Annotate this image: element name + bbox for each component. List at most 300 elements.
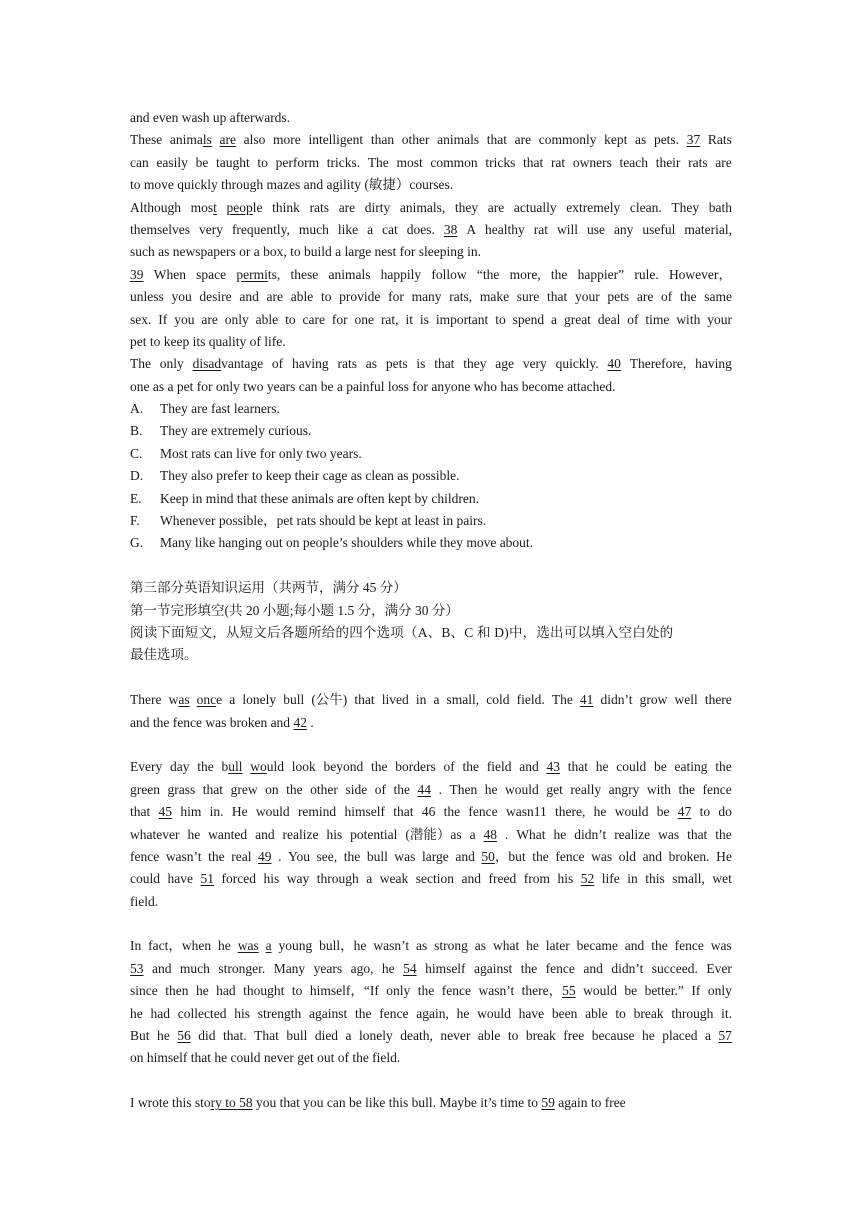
word bbox=[354, 689, 374, 711]
text-run: because bbox=[591, 1028, 635, 1044]
word bbox=[457, 1003, 470, 1025]
paragraph-line bbox=[130, 107, 732, 129]
option-text: Whenever possible，pet rats should be kept at least in pairs. bbox=[160, 513, 487, 529]
word bbox=[257, 152, 268, 174]
word bbox=[242, 689, 276, 711]
word bbox=[351, 958, 374, 980]
underlined-blank: 59 bbox=[541, 1095, 555, 1111]
word bbox=[380, 868, 408, 890]
word bbox=[386, 353, 408, 375]
word bbox=[208, 824, 247, 846]
text-run: the bbox=[651, 938, 668, 954]
word bbox=[596, 756, 609, 778]
word bbox=[455, 197, 478, 219]
text-run: Then bbox=[449, 781, 478, 797]
word bbox=[706, 958, 731, 980]
text-run: He bbox=[231, 804, 248, 820]
word bbox=[382, 689, 409, 711]
text-run: b bbox=[221, 759, 229, 775]
text-run: I wrote this sto bbox=[130, 1095, 211, 1111]
underlined-blank: 49 bbox=[258, 848, 272, 864]
word bbox=[130, 309, 151, 331]
word bbox=[652, 958, 698, 980]
text-run: in bbox=[415, 692, 427, 708]
text-run: whatever bbox=[130, 826, 180, 842]
text-run: . bbox=[504, 826, 509, 842]
word bbox=[165, 980, 188, 1002]
option-letter: C. bbox=[130, 445, 143, 461]
word bbox=[624, 980, 637, 1002]
text-run: When bbox=[153, 266, 186, 282]
text-run: are bbox=[266, 289, 284, 305]
word bbox=[321, 286, 332, 308]
text-run: lonely bbox=[242, 692, 277, 708]
word bbox=[634, 1003, 664, 1025]
word bbox=[521, 958, 538, 980]
word bbox=[416, 353, 425, 375]
word bbox=[532, 846, 549, 868]
text-run: look bbox=[291, 759, 316, 775]
text-run: for bbox=[331, 311, 348, 327]
word bbox=[654, 129, 679, 151]
paragraph-line bbox=[130, 1047, 732, 1069]
text-run: really bbox=[570, 781, 602, 797]
text-run: pets bbox=[607, 289, 630, 305]
text-run: himself bbox=[425, 960, 466, 976]
word bbox=[510, 264, 541, 286]
word bbox=[157, 1025, 170, 1047]
text-run: rats bbox=[688, 154, 708, 170]
text-run: that bbox=[547, 289, 568, 305]
word bbox=[517, 286, 540, 308]
word bbox=[481, 846, 525, 868]
text-run: better.” bbox=[644, 983, 684, 999]
text-run: will bbox=[556, 221, 578, 237]
text-run: way bbox=[286, 871, 310, 887]
text-run: had bbox=[150, 1005, 170, 1021]
word bbox=[283, 689, 304, 711]
word bbox=[319, 935, 366, 957]
paragraph-line bbox=[130, 756, 732, 778]
word bbox=[508, 1025, 519, 1047]
word bbox=[254, 1025, 279, 1047]
word bbox=[519, 756, 539, 778]
paragraph-line bbox=[130, 1003, 732, 1025]
text-run: was bbox=[658, 826, 680, 842]
text-run: to bbox=[507, 1028, 519, 1044]
text-run: are bbox=[201, 311, 218, 327]
word bbox=[675, 935, 704, 957]
text-run: able bbox=[585, 1005, 608, 1021]
text-run: was bbox=[591, 848, 613, 864]
word bbox=[487, 756, 512, 778]
word bbox=[130, 689, 161, 711]
text-run: follow bbox=[431, 266, 467, 282]
text-run: ts, bbox=[267, 266, 281, 282]
paragraph-line bbox=[130, 129, 732, 151]
text-run: that. bbox=[222, 1028, 247, 1044]
text-run: only bbox=[224, 311, 249, 327]
text-run: “the bbox=[476, 266, 500, 282]
text-run: . bbox=[306, 714, 314, 730]
text-run: the bbox=[208, 848, 225, 864]
word bbox=[170, 756, 190, 778]
word bbox=[564, 309, 591, 331]
text-run: field bbox=[486, 759, 512, 775]
word bbox=[159, 801, 173, 823]
text-run: fence bbox=[468, 804, 498, 820]
word bbox=[463, 756, 480, 778]
answer-option bbox=[130, 510, 732, 532]
answer-option bbox=[130, 532, 732, 554]
word bbox=[598, 309, 621, 331]
word bbox=[555, 801, 585, 823]
text-run: These bbox=[130, 132, 163, 148]
word bbox=[463, 353, 486, 375]
word bbox=[495, 309, 506, 331]
word bbox=[201, 309, 217, 331]
text-run: frequently, bbox=[231, 221, 290, 237]
text-run: be bbox=[654, 759, 667, 775]
word bbox=[371, 756, 388, 778]
text-run: many bbox=[411, 289, 442, 305]
word bbox=[615, 801, 649, 823]
word bbox=[279, 935, 313, 957]
text-run: sure bbox=[516, 289, 540, 305]
word bbox=[130, 197, 181, 219]
underlined-blank: 42 bbox=[293, 714, 307, 730]
word bbox=[637, 286, 653, 308]
word bbox=[485, 779, 498, 801]
text-run: bull，he bbox=[319, 938, 367, 954]
word bbox=[461, 868, 481, 890]
word bbox=[221, 756, 242, 778]
word bbox=[672, 868, 705, 890]
word bbox=[630, 197, 662, 219]
word bbox=[513, 309, 545, 331]
word bbox=[480, 286, 509, 308]
text-run: break bbox=[633, 1005, 664, 1021]
text-run: died bbox=[314, 1028, 339, 1044]
text-run: grow bbox=[639, 692, 668, 708]
word bbox=[310, 197, 330, 219]
word bbox=[478, 1025, 501, 1047]
text-run: be bbox=[656, 804, 670, 820]
word bbox=[581, 868, 595, 890]
text-run: since bbox=[130, 983, 158, 999]
word bbox=[580, 689, 594, 711]
word bbox=[716, 846, 732, 868]
word bbox=[643, 846, 663, 868]
option-text: Keep in mind that these animals are often kept by children. bbox=[160, 490, 480, 506]
text-run: small, bbox=[446, 692, 480, 708]
document-page bbox=[130, 107, 732, 1115]
text-run: Ever bbox=[706, 960, 732, 976]
word bbox=[272, 197, 300, 219]
word bbox=[339, 197, 355, 219]
text-run: are bbox=[338, 199, 356, 215]
text-run: animals bbox=[437, 132, 480, 148]
text-run: strong bbox=[434, 938, 468, 954]
word bbox=[168, 779, 196, 801]
text-run: happily bbox=[380, 266, 422, 282]
text-run: rat bbox=[550, 154, 566, 170]
text-run: uld bbox=[266, 759, 285, 775]
word bbox=[199, 286, 231, 308]
word bbox=[203, 779, 223, 801]
word bbox=[291, 286, 314, 308]
text-run: that bbox=[523, 154, 544, 170]
word bbox=[130, 1025, 150, 1047]
word bbox=[523, 152, 543, 174]
paragraph-line bbox=[130, 309, 732, 331]
text-run: angry bbox=[608, 781, 640, 797]
text-run: the bbox=[462, 759, 480, 775]
text-run: the bbox=[715, 759, 732, 775]
text-run: young bbox=[278, 938, 313, 954]
underlined-blank: wo bbox=[250, 759, 267, 775]
word bbox=[431, 264, 466, 286]
text-run: free bbox=[563, 1028, 585, 1044]
text-run: large bbox=[422, 848, 449, 864]
blank-line bbox=[130, 667, 732, 689]
text-run: easily bbox=[156, 154, 188, 170]
text-run: freed bbox=[488, 871, 517, 887]
text-run: weak bbox=[379, 871, 409, 887]
text-run: fact，when bbox=[148, 938, 212, 954]
word bbox=[718, 801, 732, 823]
word bbox=[601, 689, 633, 711]
word bbox=[130, 801, 150, 823]
word bbox=[394, 779, 411, 801]
text-run: fence bbox=[545, 960, 575, 976]
text-run: Rats bbox=[707, 132, 732, 148]
text-run: for bbox=[388, 289, 404, 305]
word bbox=[422, 846, 449, 868]
word bbox=[436, 309, 489, 331]
text-run: rats bbox=[337, 356, 357, 372]
text-run: quickly. bbox=[555, 356, 599, 372]
word bbox=[526, 935, 539, 957]
word bbox=[344, 846, 361, 868]
underlined-blank: 41 bbox=[579, 692, 594, 708]
word bbox=[292, 756, 316, 778]
word bbox=[130, 958, 144, 980]
word bbox=[671, 197, 699, 219]
word bbox=[130, 219, 190, 241]
text-run: only bbox=[159, 356, 184, 372]
text-run: was bbox=[394, 848, 416, 864]
text-run: was bbox=[710, 938, 732, 954]
word bbox=[455, 846, 475, 868]
option-text: They are extremely curious. bbox=[160, 423, 312, 439]
text-run: remind bbox=[297, 804, 337, 820]
word bbox=[635, 129, 646, 151]
word bbox=[402, 129, 430, 151]
word bbox=[625, 935, 645, 957]
word bbox=[416, 689, 427, 711]
blank-line bbox=[130, 913, 732, 935]
word bbox=[662, 1025, 697, 1047]
text-run: did bbox=[198, 1028, 216, 1044]
word bbox=[382, 958, 395, 980]
text-run: the bbox=[550, 266, 568, 282]
word bbox=[657, 801, 670, 823]
text-run: on bbox=[265, 781, 279, 797]
text-run: side bbox=[345, 781, 368, 797]
text-run: have bbox=[167, 871, 193, 887]
text-run: a bbox=[366, 871, 373, 887]
text-run: one bbox=[354, 311, 375, 327]
word bbox=[187, 824, 200, 846]
word bbox=[168, 868, 193, 890]
text-run: desire bbox=[199, 289, 232, 305]
text-run: you that you can be like this bull. Maybe it’s time to bbox=[252, 1095, 542, 1111]
text-run: could bbox=[616, 759, 647, 775]
word bbox=[178, 1003, 227, 1025]
text-run: and bbox=[239, 289, 259, 305]
text-run: old bbox=[618, 848, 636, 864]
option-text: Many like hanging out on people’s shoulders while they move about. bbox=[160, 535, 534, 551]
word bbox=[602, 868, 620, 890]
text-run: field. bbox=[130, 893, 159, 909]
word bbox=[379, 1003, 408, 1025]
word bbox=[366, 868, 372, 890]
paragraph-line bbox=[130, 152, 732, 174]
text-run: thought bbox=[243, 983, 285, 999]
word bbox=[695, 353, 732, 375]
text-run: cat bbox=[382, 221, 398, 237]
text-run: The bbox=[551, 692, 573, 708]
word bbox=[238, 935, 259, 957]
word bbox=[594, 801, 607, 823]
word bbox=[557, 868, 573, 890]
word bbox=[223, 1025, 247, 1047]
text-run: any bbox=[613, 221, 634, 237]
text-run: his bbox=[234, 1005, 250, 1021]
word bbox=[705, 1025, 711, 1047]
word bbox=[614, 824, 650, 846]
word bbox=[418, 980, 435, 1002]
text-run: like bbox=[337, 221, 359, 237]
text-run: he bbox=[593, 804, 607, 820]
word bbox=[634, 264, 658, 286]
word bbox=[534, 219, 548, 241]
word bbox=[292, 353, 329, 375]
text-run: commonly bbox=[538, 132, 597, 148]
paragraph-line bbox=[130, 1092, 732, 1114]
word bbox=[505, 779, 539, 801]
text-run: years bbox=[313, 960, 343, 976]
underlined-blank: 43 bbox=[546, 759, 561, 775]
text-run: a bbox=[229, 692, 236, 708]
word bbox=[239, 286, 259, 308]
word bbox=[130, 846, 159, 868]
word bbox=[170, 129, 212, 151]
word bbox=[405, 309, 413, 331]
option-letter: F. bbox=[130, 513, 140, 529]
text-run: think bbox=[272, 199, 300, 215]
text-run: more, bbox=[509, 266, 541, 282]
underlined-blank: 48 bbox=[483, 826, 498, 842]
underlined-blank: disad bbox=[192, 356, 222, 372]
text-run: you bbox=[171, 289, 192, 305]
text-run: to bbox=[495, 311, 506, 327]
text-run: beyond bbox=[323, 759, 364, 775]
word bbox=[317, 868, 359, 890]
text-run: and bbox=[455, 848, 475, 864]
word bbox=[366, 353, 377, 375]
text-run: most bbox=[396, 154, 423, 170]
text-run: he bbox=[641, 1028, 655, 1044]
text-run: pets. bbox=[653, 132, 680, 148]
text-run: (公牛) bbox=[311, 692, 348, 708]
text-run: important bbox=[435, 311, 489, 327]
text-run: the bbox=[443, 804, 461, 820]
text-run: he bbox=[218, 938, 231, 954]
text-run: . bbox=[438, 781, 442, 797]
word bbox=[200, 868, 214, 890]
word bbox=[493, 935, 519, 957]
word bbox=[609, 779, 640, 801]
word bbox=[311, 689, 347, 711]
word bbox=[645, 868, 665, 890]
word bbox=[477, 264, 500, 286]
word bbox=[396, 152, 422, 174]
word bbox=[680, 286, 697, 308]
word bbox=[337, 353, 357, 375]
word bbox=[287, 868, 310, 890]
text-run: the bbox=[532, 848, 549, 864]
word bbox=[554, 824, 567, 846]
text-run: to move quickly through mazes and agility (敏捷）courses. bbox=[130, 177, 454, 193]
answer-option bbox=[130, 465, 732, 487]
paragraph-line bbox=[130, 868, 732, 890]
text-run: of bbox=[374, 781, 386, 797]
word bbox=[256, 309, 279, 331]
text-run: wasn’t bbox=[165, 848, 202, 864]
word bbox=[700, 801, 711, 823]
text-run: had bbox=[216, 983, 236, 999]
text-run: time bbox=[645, 311, 670, 327]
word bbox=[263, 868, 279, 890]
word bbox=[272, 353, 283, 375]
word bbox=[156, 152, 188, 174]
word bbox=[591, 846, 612, 868]
text-run: kept bbox=[604, 132, 628, 148]
underlined-blank: 44 bbox=[417, 781, 432, 797]
blank-line bbox=[130, 734, 732, 756]
word bbox=[711, 935, 732, 957]
word bbox=[158, 309, 167, 331]
word bbox=[485, 152, 515, 174]
text-run: able bbox=[290, 289, 314, 305]
word bbox=[555, 846, 584, 868]
word bbox=[526, 1025, 556, 1047]
text-run: never bbox=[440, 1028, 471, 1044]
text-run: a bbox=[469, 826, 476, 842]
text-run: and bbox=[151, 960, 172, 976]
text-run: then bbox=[165, 983, 189, 999]
paragraph-line bbox=[130, 846, 732, 868]
word bbox=[130, 824, 179, 846]
text-run: your bbox=[707, 311, 732, 327]
word bbox=[522, 980, 576, 1002]
word bbox=[642, 219, 675, 241]
word bbox=[416, 868, 454, 890]
text-run: broken. bbox=[668, 848, 710, 864]
text-run: the bbox=[678, 781, 695, 797]
